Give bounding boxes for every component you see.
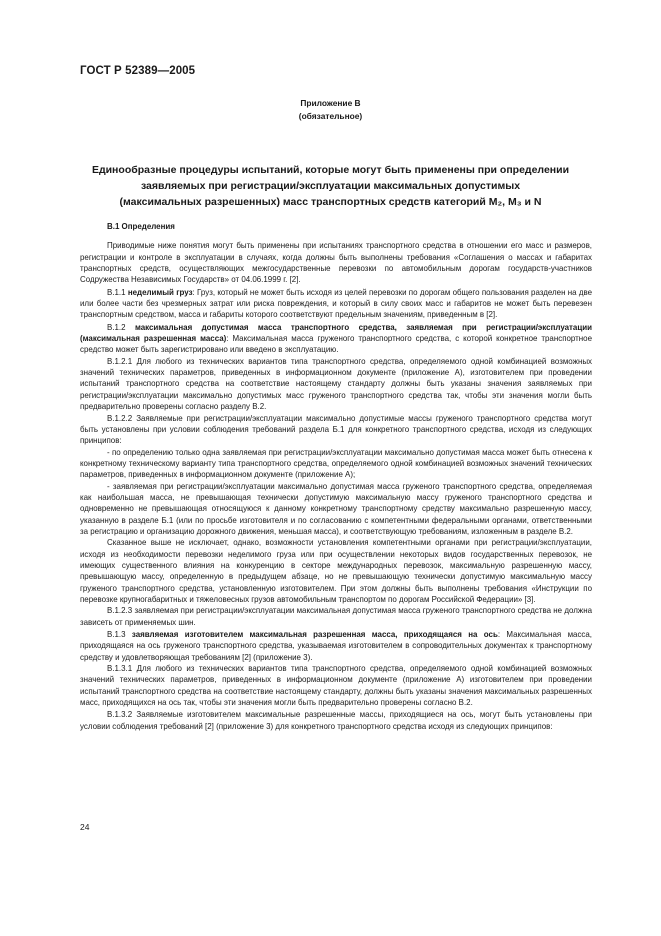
paragraph-intro: Приводимые ниже понятия могут быть применены при испытаниях транспортного средства в отношении его масс и размеров, регистрации и контроле в эксплуатации в случаях, когда должны быть выполнены требования «Соглашения о массах и габаритах транспортных средств, осуществляющих межгосударственные перевозки по автомобильным дорогам государств-участников Содружества Независимых Государств» от 04.06.1999 г. [2]. <box>80 241 592 285</box>
defined-term: неделимый груз <box>127 287 193 297</box>
list-item-1: - по определению только одна заявляемая при регистрации/эксплуатации максимально допустимая масса может быть отнесена к конкретному техническому варианту типа транспортного средства, определяемого одной комбинацией возможных значений технических параметров, приведенных в информационном документе (приложение А); <box>80 447 592 480</box>
annex-status: (обязательное) <box>298 111 363 121</box>
list-item-2: - заявляемая при регистрации/эксплуатации максимально допустимая масса груженого транспортного средства, определяемая как наибольшая масса, не превышающая технически допустимую максимальную массу груженого транспортного средства и одновременно не превышающая относящуюся к данному конкретному транспортному средству максимально разрешенную массу, указанную в разделе Б.1 (или по просьбе изготовителя и по согласованию с компетентными федеральными органами, ответственными за регистрацию и организацию дорожного движения, меньшая масса), и соответствующую требованиям, изложенным в разделе В.2. <box>80 481 592 536</box>
title-line-1: Единообразные процедуры испытаний, которые могут быть применены при определении <box>91 164 570 176</box>
document-body <box>80 221 592 732</box>
section-heading: В.1 Определения <box>107 222 175 231</box>
paragraph-b-1-3-2: В.1.3.2 Заявляемые изготовителем максимальные разрешенные массы, приходящиеся на ось, могут быть установлены при условии соблюдения требований [2] (приложение 3) для конкретного транспортного средства исходя из следующих принципов: <box>80 710 592 731</box>
defined-term: максимальная допустимая масса транспортного средства, заявляемая при регистрации/эксплуатации (максимальная разрешенная масса) <box>80 322 592 344</box>
title-line-3: (максимальных разрешенных) масс транспортных средств категорий M₂, M₃ и N <box>119 196 542 208</box>
definition-text: : Максимальная масса, приходящаяся на ось груженого транспортного средства, указываемая изготовителем в сопроводительных документах к транспортному средству и удовлетворяющая требованиям [2] (приложение 3). <box>80 630 592 662</box>
paragraph-b-1-1 <box>80 287 592 321</box>
paragraph-b-1-3-1: В.1.3.1 Для любого из технических вариантов типа транспортного средства, определяемого одной комбинацией возможных значений технических параметров, приведенных в информационном документе (приложение А) изготовителем при проведении испытаний транспортного средства на соответствие настоящему стандарту, должны быть указаны значения максимальных разрешенных масс, приходящихся на ось так, чтобы эти значения могли быть предварительно проверены согласно В.2. <box>80 664 592 708</box>
paragraph-b-1-2-1: В.1.2.1 Для любого из технических вариантов типа транспортного средства, определяемого одной комбинацией возможных значений технических параметров, приведенных в информационном документе (приложение А), изготовителем при проведении испытаний транспортного средства на соответствие настоящему стандарту должны быть указаны значения заявляемых при регистрации/эксплуатации максимально допустимых масс груженого транспортного средства так, чтобы эти значения могли быть предварительно проверены согласно разделу В.2. <box>80 356 592 412</box>
definition-text: : Груз, который не может быть исходя из целей перевозки по дорогам общего пользования разделен на две или более части без чрезмерных затрат или риска повреждения, и который в силу своих масс и габаритов не может быть перевезен транспортным средством, масса и габариты которого соответствуют предельным значениям, приведенным в [2]. <box>80 287 592 320</box>
paragraph-b-1-3 <box>80 629 592 663</box>
clause-number: В.1.1 <box>107 287 128 297</box>
paragraph-b-1-2-2: В.1.2.2 Заявляемые при регистрации/эксплуатации максимально допустимые массы груженого транспортного средства могут быть установлены при условии соблюдения требований раздела Б.1 для конкретного транспортного средства, исходя из следующих принципов: <box>80 413 592 446</box>
definition-text: : Максимальная масса груженого транспортного средства, с которой конкретное транспортное средство может быть зарегистрировано или введено в эксплуатацию. <box>80 334 592 355</box>
title-line-2: заявляемых при регистрации/эксплуатации максимальных допустимых <box>140 180 521 192</box>
defined-term: заявляемая изготовителем максимальная разрешенная масса, приходящаяся на ось <box>131 630 498 640</box>
annex-main-title <box>88 162 573 210</box>
page-number: 24 <box>80 822 90 832</box>
paragraph-b-1-2-3: В.1.2.3 заявляемая при регистрации/эксплуатации максимальная допустимая масса груженого транспортного средства не должна зависеть от применяемых шин. <box>80 606 592 627</box>
annex-heading <box>0 97 661 123</box>
annex-title: Приложение В <box>300 98 361 108</box>
paragraph-exception: Сказанное выше не исключает, однако, возможности установления компетентными органами при регистрации/эксплуатации, исходя из необходимости перевозки неделимого груза или при осуществлении некоторых видов государственных перевозок, не имеющих существенного влияния на конкуренцию в секторе международных перевозок, максимальную разрешенную массу, превышающую массу, определенную в предыдущем абзаце, но не превышающую технически допустимую максимальную массу груженого транспортного средства, установленную изготовителем. При этом должны быть выполнены требования «Инструкции по перевозке крупногабаритных и тяжеловесных грузов автомобильным транспортом по дорогам Российской Федерации» [3]. <box>80 538 592 604</box>
clause-number: В.1.2 <box>107 322 135 332</box>
document-id: ГОСТ Р 52389—2005 <box>80 65 196 77</box>
paragraph-b-1-2 <box>80 322 592 356</box>
clause-number: В.1.3 <box>107 630 132 640</box>
